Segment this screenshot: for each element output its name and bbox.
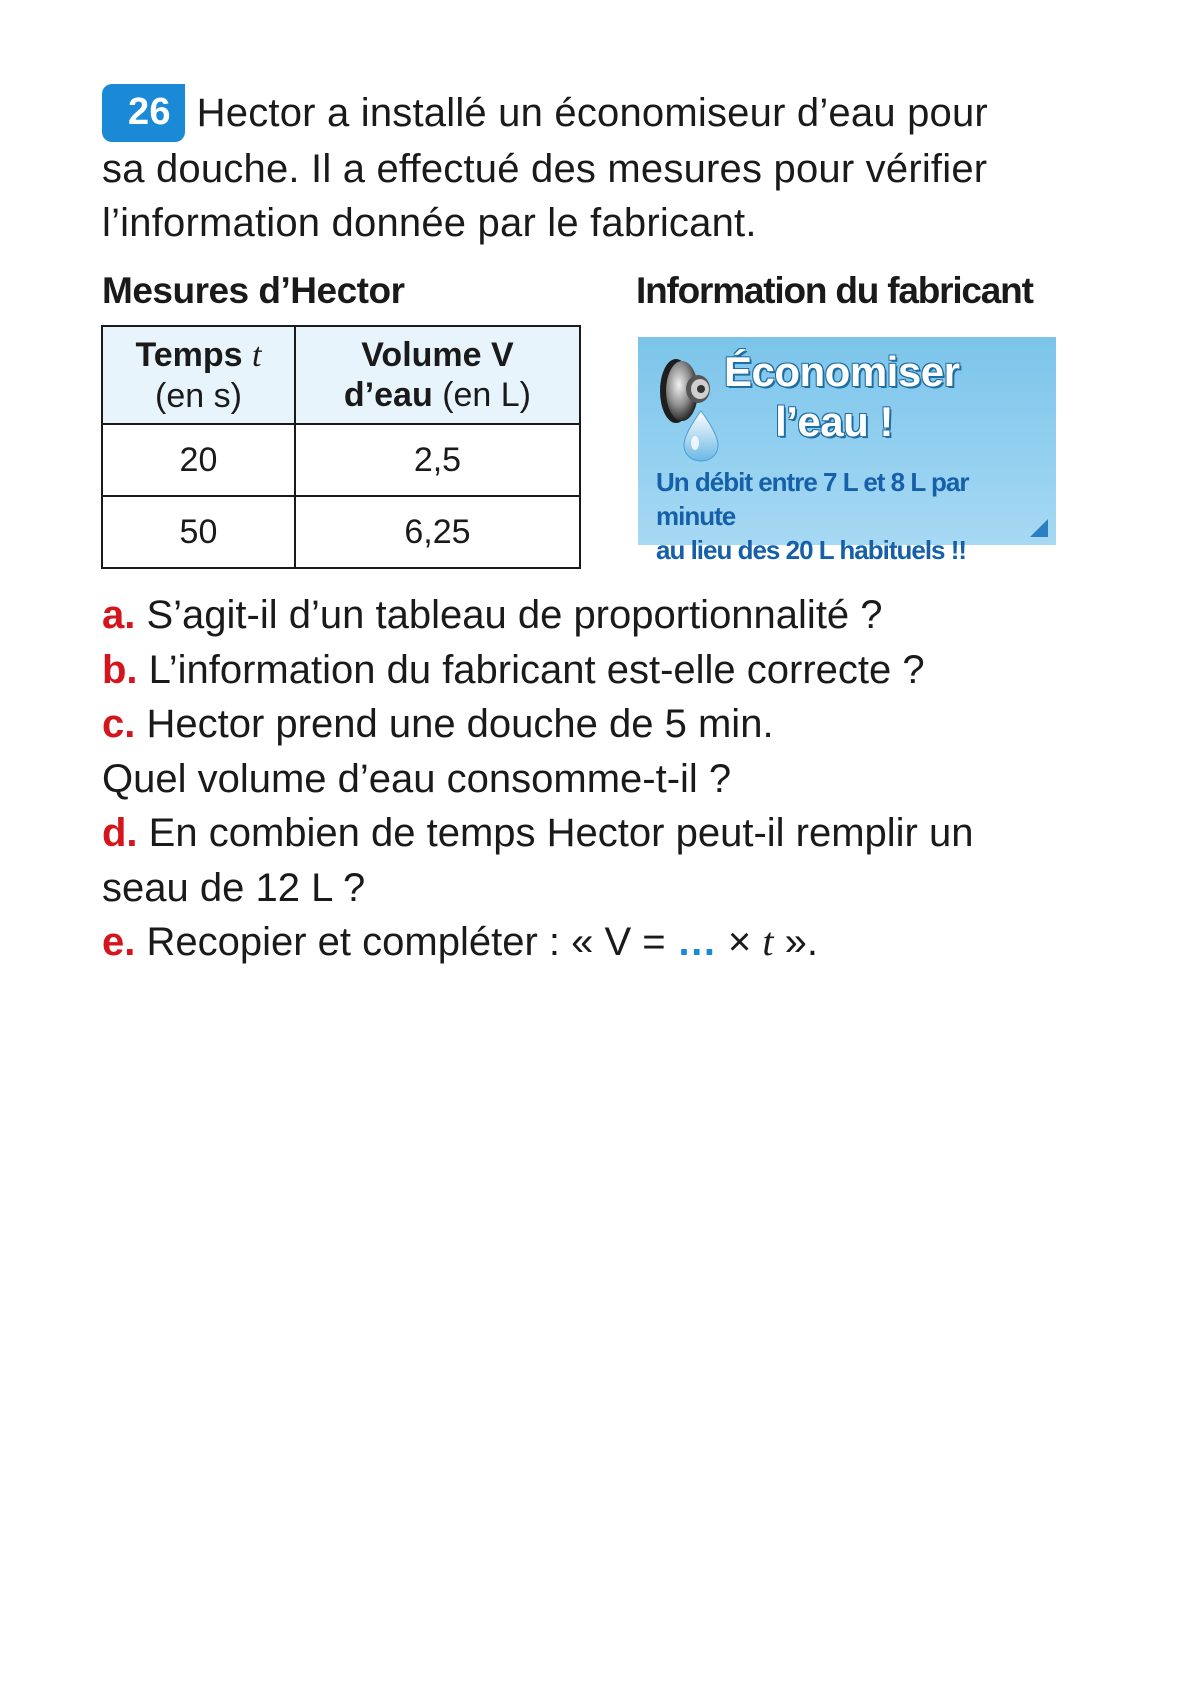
card-text-line-1: Un débit entre 7 L et 8 L par minute — [656, 467, 969, 531]
time-cell: 20 — [102, 424, 295, 496]
question-d-continued — [102, 861, 1092, 916]
faucet-water-drop-icon — [652, 351, 722, 471]
intro-line-3: l’information donnée par le fabricant. — [102, 201, 757, 245]
volume-header-label: Volume V — [361, 336, 514, 374]
questions-list — [102, 588, 1092, 970]
question-d-text-2: seau de 12 L ? — [102, 865, 366, 910]
time-header-variable: t — [252, 336, 262, 374]
time-header-unit: (en s) — [155, 376, 242, 415]
question-c — [102, 697, 1092, 752]
manufacturer-heading: Information du fabricant — [636, 270, 1033, 311]
question-b-text: L’information du fabricant est-elle correcte ? — [148, 647, 925, 692]
volume-column-header — [295, 326, 580, 424]
time-header-label: Temps — [135, 335, 243, 374]
table-header-row — [102, 326, 580, 424]
question-b — [102, 643, 1092, 698]
card-text — [656, 465, 1052, 567]
volume-header-label-2: d’eau — [343, 376, 433, 414]
question-a-letter: a. — [102, 593, 136, 637]
question-c-letter: c. — [102, 702, 136, 746]
question-e-letter: e. — [102, 920, 136, 964]
question-d — [102, 806, 1092, 861]
question-a-text: S’agit-il d’un tableau de proportionnalité ? — [146, 593, 883, 637]
card-title-line-1: Économiser — [724, 348, 960, 395]
exercise-number-badge: 26 — [102, 84, 185, 142]
question-a — [102, 588, 1092, 643]
intro-line-1: Hector a installé un économiseur d’eau pour — [196, 91, 988, 135]
table-row — [102, 496, 580, 568]
card-text-line-2: au lieu des 20 L habituels !! — [656, 535, 967, 565]
intro-line-2: sa douche. Il a effectué des mesures pour vérifier — [102, 147, 988, 191]
question-d-letter: d. — [102, 811, 138, 855]
card-title — [724, 347, 960, 447]
table-row — [102, 424, 580, 496]
corner-arrow-icon — [1028, 517, 1050, 539]
measures-heading: Mesures d’Hector — [102, 270, 405, 311]
volume-cell: 2,5 — [295, 424, 580, 496]
question-e-blank: … — [676, 920, 717, 964]
question-b-letter: b. — [102, 647, 138, 692]
exercise-statement — [102, 86, 1062, 250]
question-e-text-end: ». — [773, 920, 818, 964]
volume-cell: 6,25 — [295, 496, 580, 568]
question-e-times: × — [716, 920, 763, 964]
time-cell: 50 — [102, 496, 295, 568]
question-c-continued — [102, 752, 1092, 807]
question-e-text: Recopier et compléter : « V = — [146, 920, 677, 964]
volume-header-unit: (en L) — [442, 376, 532, 414]
card-title-line-2: l’eau ! — [775, 398, 893, 445]
manufacturer-info-card — [638, 337, 1056, 565]
measures-table — [101, 325, 581, 569]
question-d-text: En combien de temps Hector peut-il remplir un — [148, 811, 974, 855]
question-e-variable: t — [762, 919, 774, 964]
time-column-header — [102, 326, 295, 424]
question-c-text: Hector prend une douche de 5 min. — [146, 702, 774, 746]
question-c-text-2: Quel volume d’eau consomme-t-il ? — [102, 756, 732, 801]
question-e — [102, 915, 1092, 970]
